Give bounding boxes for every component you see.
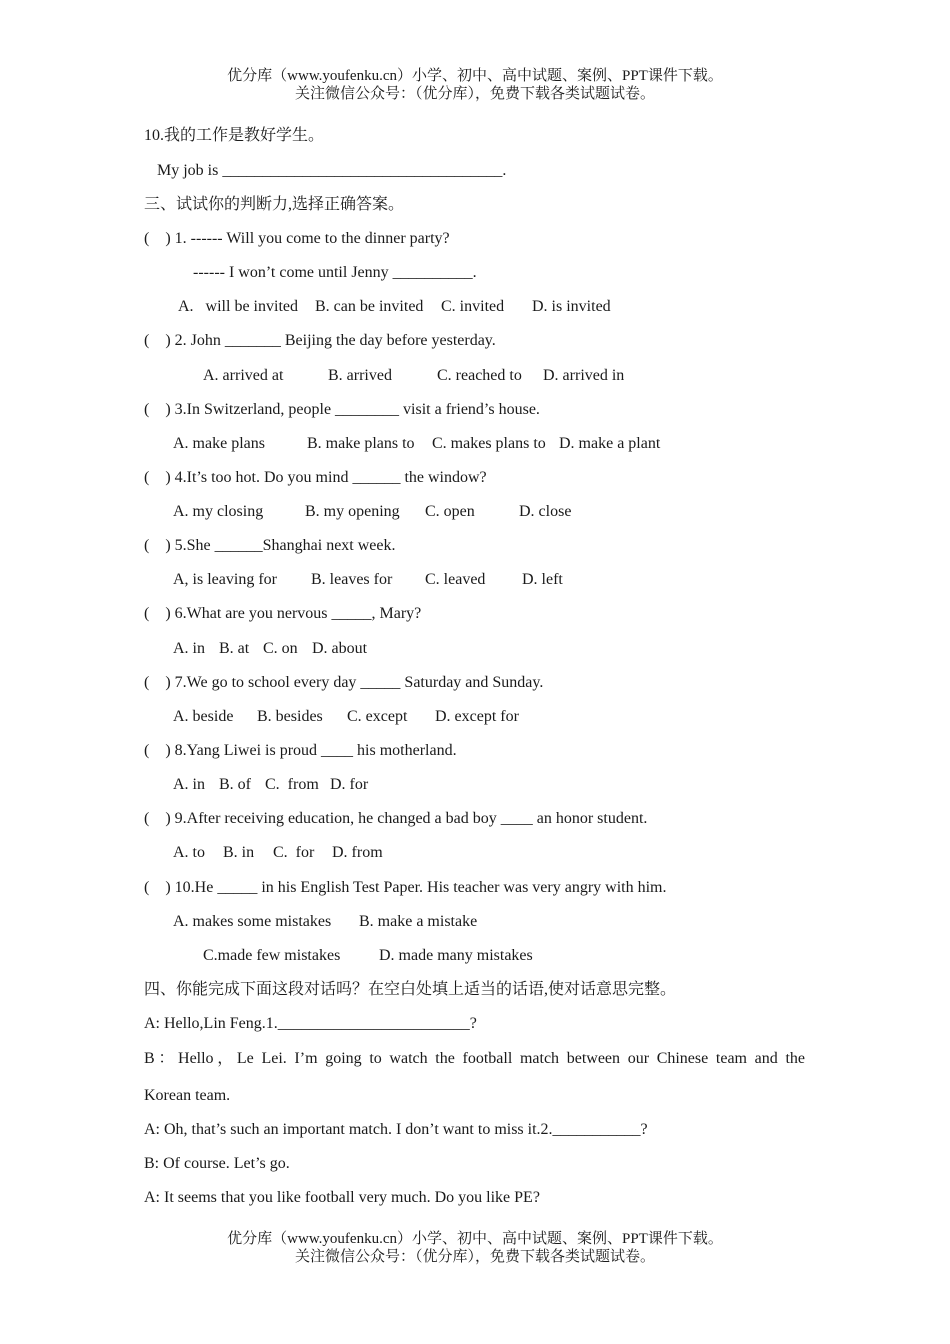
- q10-option-a: A. makes some mistakes: [173, 913, 332, 930]
- dialogue-line-6: A: It seems that you like football very much. Do you like PE?: [144, 1189, 540, 1206]
- dialogue-line-1: A: Hello,Lin Feng.1.________________________?: [144, 1015, 477, 1032]
- q7-option-c: C. except: [347, 708, 408, 725]
- question-7-stem: ( ) 7.We go to school every day _____ Saturday and Sunday.: [144, 674, 544, 691]
- q8-option-b: B. of: [219, 776, 251, 793]
- q8-option-c: C. from: [265, 776, 319, 793]
- q9-option-c: C. for: [273, 844, 315, 861]
- q5-option-a: A, is leaving for: [173, 571, 277, 588]
- q10-option-c: C.made few mistakes: [203, 947, 341, 964]
- q2-option-b: B. arrived: [328, 367, 392, 384]
- q8-option-d: D. for: [330, 776, 369, 793]
- section3-title: 三、试试你的判断力,选择正确答案。: [144, 196, 405, 213]
- q10-option-d: D. made many mistakes: [379, 947, 533, 964]
- q10-english-blank: My job is ___________________________________.: [157, 162, 507, 179]
- q1-option-b: B. can be invited: [315, 298, 424, 315]
- q4-option-d: D. close: [519, 503, 572, 520]
- question-10-stem: ( ) 10.He _____ in his English Test Paper. His teacher was very angry with him.: [144, 879, 667, 896]
- dialogue-line-3: Korean team.: [144, 1087, 231, 1104]
- dialogue-line-2: B：Hello，Le Lei. I’m going to watch the football match between our Chinese team and the: [144, 1050, 805, 1067]
- question-6-stem: ( ) 6.What are you nervous _____, Mary?: [144, 605, 422, 622]
- question-3-stem: ( ) 3.In Switzerland, people ________ visit a friend’s house.: [144, 401, 540, 418]
- question-8-stem: ( ) 8.Yang Liwei is proud ____ his motherland.: [144, 742, 457, 759]
- q9-option-b: B. in: [223, 844, 255, 861]
- question-9-stem: ( ) 9.After receiving education, he changed a bad boy ____ an honor student.: [144, 810, 648, 827]
- q5-option-b: B. leaves for: [311, 571, 393, 588]
- q3-option-b: B. make plans to: [307, 435, 415, 452]
- question-5-stem: ( ) 5.She ______Shanghai next week.: [144, 537, 396, 554]
- q2-option-c: C. reached to: [437, 367, 522, 384]
- q7-option-d: D. except for: [435, 708, 519, 725]
- dialogue-line-4: A: Oh, that’s such an important match. I don’t want to miss it.2.___________?: [144, 1121, 648, 1138]
- dialogue-line-5: B: Of course. Let’s go.: [144, 1155, 290, 1172]
- q7-option-b: B. besides: [257, 708, 323, 725]
- footer-line-1: 优分库（www.youfenku.cn）小学、初中、高中试题、案例、PPT课件下载。: [227, 1231, 723, 1247]
- q10-option-b: B. make a mistake: [359, 913, 478, 930]
- footer-line-2: 关注微信公众号：（优分库），免费下载各类试题试卷。: [294, 1249, 655, 1265]
- q10-chinese: 10.我的工作是教好学生。: [144, 127, 325, 144]
- q9-option-a: A. to: [173, 844, 205, 861]
- section4-title: 四、你能完成下面这段对话吗？在空白处填上适当的话语,使对话意思完整。: [144, 981, 677, 998]
- q1-option-c: C. invited: [441, 298, 505, 315]
- q5-option-c: C. leaved: [425, 571, 486, 588]
- question-2-stem: ( ) 2. John _______ Beijing the day before yesterday.: [144, 332, 496, 349]
- question-4-stem: ( ) 4.It’s too hot. Do you mind ______ the window?: [144, 469, 487, 486]
- q6-option-b: B. at: [219, 640, 250, 657]
- q7-option-a: A. beside: [173, 708, 234, 725]
- header-line-1: 优分库（www.youfenku.cn）小学、初中、高中试题、案例、PPT课件下载。: [227, 68, 723, 84]
- q3-option-c: C. makes plans to: [432, 435, 546, 452]
- q3-option-d: D. make a plant: [559, 435, 661, 452]
- q9-option-d: D. from: [332, 844, 383, 861]
- q4-option-c: C. open: [425, 503, 475, 520]
- question-1-stem: ( ) 1. ------ Will you come to the dinner party?: [144, 230, 450, 247]
- q2-option-d: D. arrived in: [543, 367, 625, 384]
- q4-option-b: B. my opening: [305, 503, 400, 520]
- q5-option-d: D. left: [522, 571, 563, 588]
- q4-option-a: A. my closing: [173, 503, 264, 520]
- q1-option-a: A. will be invited: [178, 298, 298, 315]
- page-footer: [0, 1230, 950, 1266]
- q2-option-a: A. arrived at: [203, 367, 284, 384]
- question-1-stem-2: ------ I won’t come until Jenny __________.: [193, 264, 477, 281]
- q8-option-a: A. in: [173, 776, 205, 793]
- q6-option-c: C. on: [263, 640, 298, 657]
- q1-option-d: D. is invited: [532, 298, 611, 315]
- q6-option-a: A. in: [173, 640, 205, 657]
- q6-option-d: D. about: [312, 640, 368, 657]
- page-header: [0, 67, 950, 103]
- q3-option-a: A. make plans: [173, 435, 265, 452]
- header-line-2: 关注微信公众号：（优分库），免费下载各类试题试卷。: [294, 86, 655, 102]
